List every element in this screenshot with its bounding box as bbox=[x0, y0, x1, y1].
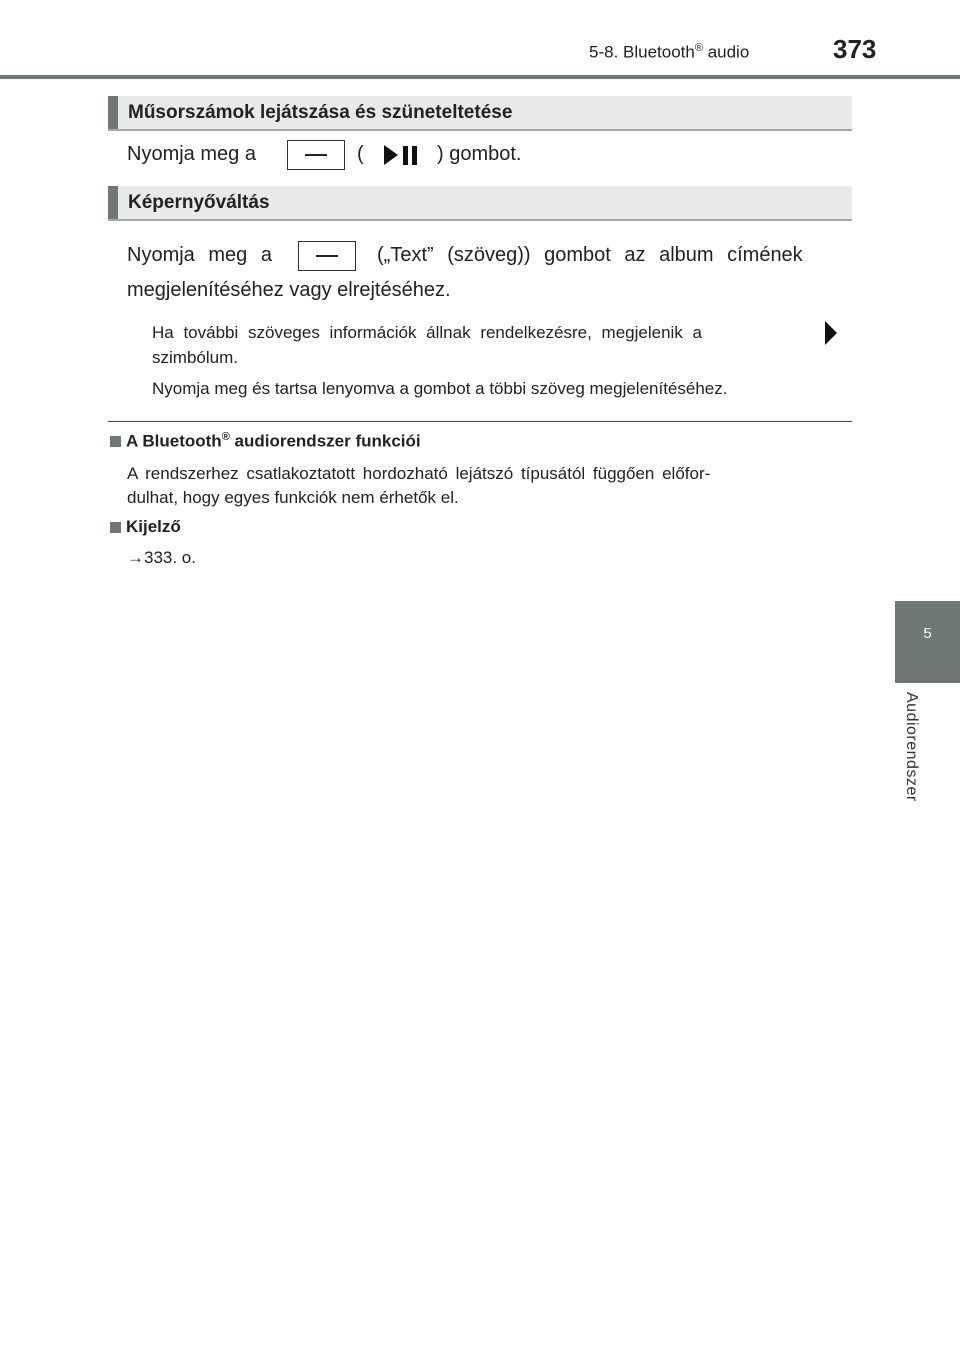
section-accent-bar bbox=[108, 186, 118, 219]
dash-glyph bbox=[316, 255, 338, 257]
note-text-hold: Nyomja meg és tartsa lenyomva a gombot a többi szöveg megjelenítéséhez. bbox=[152, 379, 728, 398]
section-accent-bar bbox=[108, 96, 118, 129]
arrow-icon: → bbox=[127, 548, 144, 567]
note-text: Ha további szöveges információk állnak rendelkezésre, megjelenik a bbox=[152, 323, 702, 342]
play-pause-icon bbox=[382, 143, 420, 167]
note-body-line1: A rendszerhez csatlakoztatott hordozható lejátszó típusától függően előfor- bbox=[127, 464, 711, 483]
running-header bbox=[589, 42, 749, 63]
chapter-label: Audiorendszer bbox=[903, 692, 920, 802]
instruction-text-end: ) gombot. bbox=[437, 143, 522, 165]
section-title: Műsorszámok lejátszása és szüneteltetése bbox=[128, 102, 513, 123]
square-bullet-icon bbox=[110, 522, 121, 533]
dash-glyph bbox=[305, 154, 327, 156]
more-text-arrow-icon bbox=[823, 319, 839, 347]
header-registered-mark: ® bbox=[694, 42, 703, 54]
note-body-line2: dulhat, hogy egyes funkciók nem érhetők el. bbox=[127, 488, 459, 507]
header-section-suffix: audio bbox=[702, 42, 750, 62]
paren-open: ( bbox=[357, 143, 364, 165]
page-reference[interactable] bbox=[127, 548, 196, 568]
square-bullet-icon bbox=[110, 436, 121, 447]
section-heading-screen-switch bbox=[108, 186, 852, 221]
note-heading-prefix: A Bluetooth bbox=[126, 431, 222, 451]
instruction-text-cont: („Text” (szöveg)) gombot az album címének bbox=[377, 244, 803, 266]
page-reference-text: 333. o. bbox=[144, 548, 196, 567]
instruction-text-line2: megjelenítéséhez vagy elrejtéséhez. bbox=[127, 279, 451, 301]
chapter-tab[interactable] bbox=[895, 601, 960, 683]
instruction-text: Nyomja meg a bbox=[127, 143, 256, 165]
instruction-text: Nyomja meg a bbox=[127, 244, 272, 266]
page-number: 373 bbox=[833, 34, 877, 64]
dash-button-icon bbox=[298, 241, 356, 271]
header-divider bbox=[0, 75, 960, 79]
section-heading-playback bbox=[108, 96, 852, 131]
note-heading-display: Kijelző bbox=[126, 517, 181, 536]
section-title: Képernyőváltás bbox=[128, 192, 270, 213]
header-section-prefix: 5-8. Bluetooth bbox=[589, 42, 695, 62]
dash-button-icon bbox=[287, 140, 345, 170]
notes-divider bbox=[108, 421, 852, 422]
note-text-line2: szimbólum. bbox=[152, 348, 238, 367]
note-heading bbox=[126, 431, 421, 452]
note-registered-mark: ® bbox=[221, 431, 230, 443]
note-heading-suffix: audiorendszer funkciói bbox=[229, 431, 421, 451]
chapter-number: 5 bbox=[923, 625, 932, 642]
